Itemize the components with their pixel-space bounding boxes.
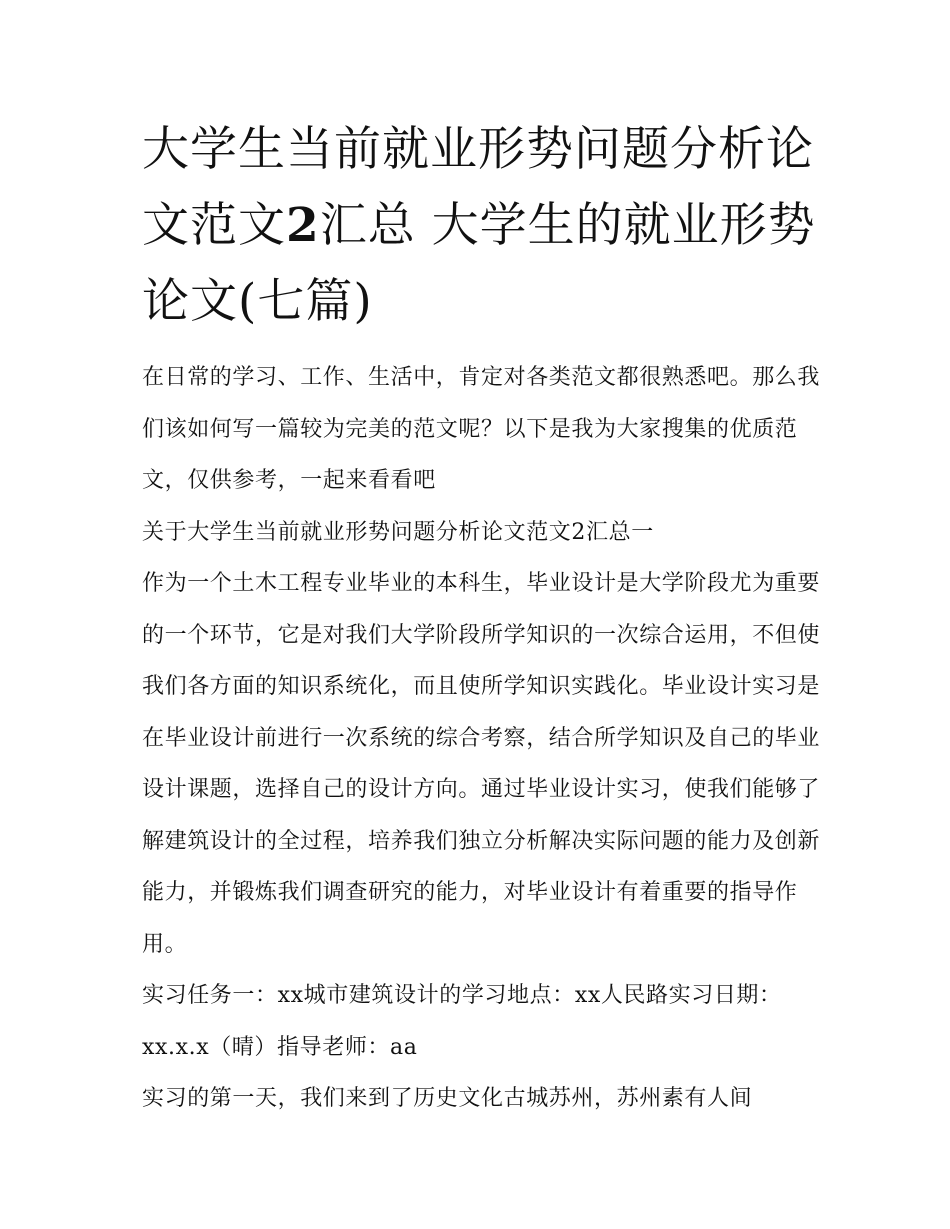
section-heading: 关于大学生当前就业形势问题分析论文范文2汇总一 bbox=[142, 519, 654, 545]
body-paragraph: 实习的第一天，我们来到了历史文化古城苏州，苏州素有人间 bbox=[142, 1086, 753, 1111]
intro-paragraph: 在日常的学习、工作、生活中，肯定对各类范文都很熟悉吧。那么我们该如何写一篇较为完美的范文呢？以下是我为大家搜集的优质范文，仅供参考，一起来看看吧 bbox=[142, 365, 821, 493]
document-body bbox=[142, 352, 822, 1125]
document-title: 大学生当前就业形势问题分析论文范文2汇总 大学生的就业形势论文(七篇) bbox=[142, 122, 816, 329]
internship-info-paragraph: 实习任务一：xx城市建筑设计的学习地点：xx人民路实习日期：xx.x.x（晴）指导老师：aa bbox=[142, 983, 782, 1060]
body-paragraph: 作为一个土木工程专业毕业的本科生，毕业设计是大学阶段尤为重要的一个环节，它是对我们大学阶段所学知识的一次综合运用，不但使我们各方面的知识系统化，而且使所学知识实践化。毕业设计实习是在毕业设计前进行一次系统的综合考察，结合所学知识及自己的毕业设计课题，选择自己的设计方向。通过毕业设计实习，使我们能够了解建筑设计的全过程，培养我们独立分析解决实际问题的能力及创新能力，并锻炼我们调查研究的能力，对毕业设计有着重要的指导作用。 bbox=[142, 571, 821, 957]
